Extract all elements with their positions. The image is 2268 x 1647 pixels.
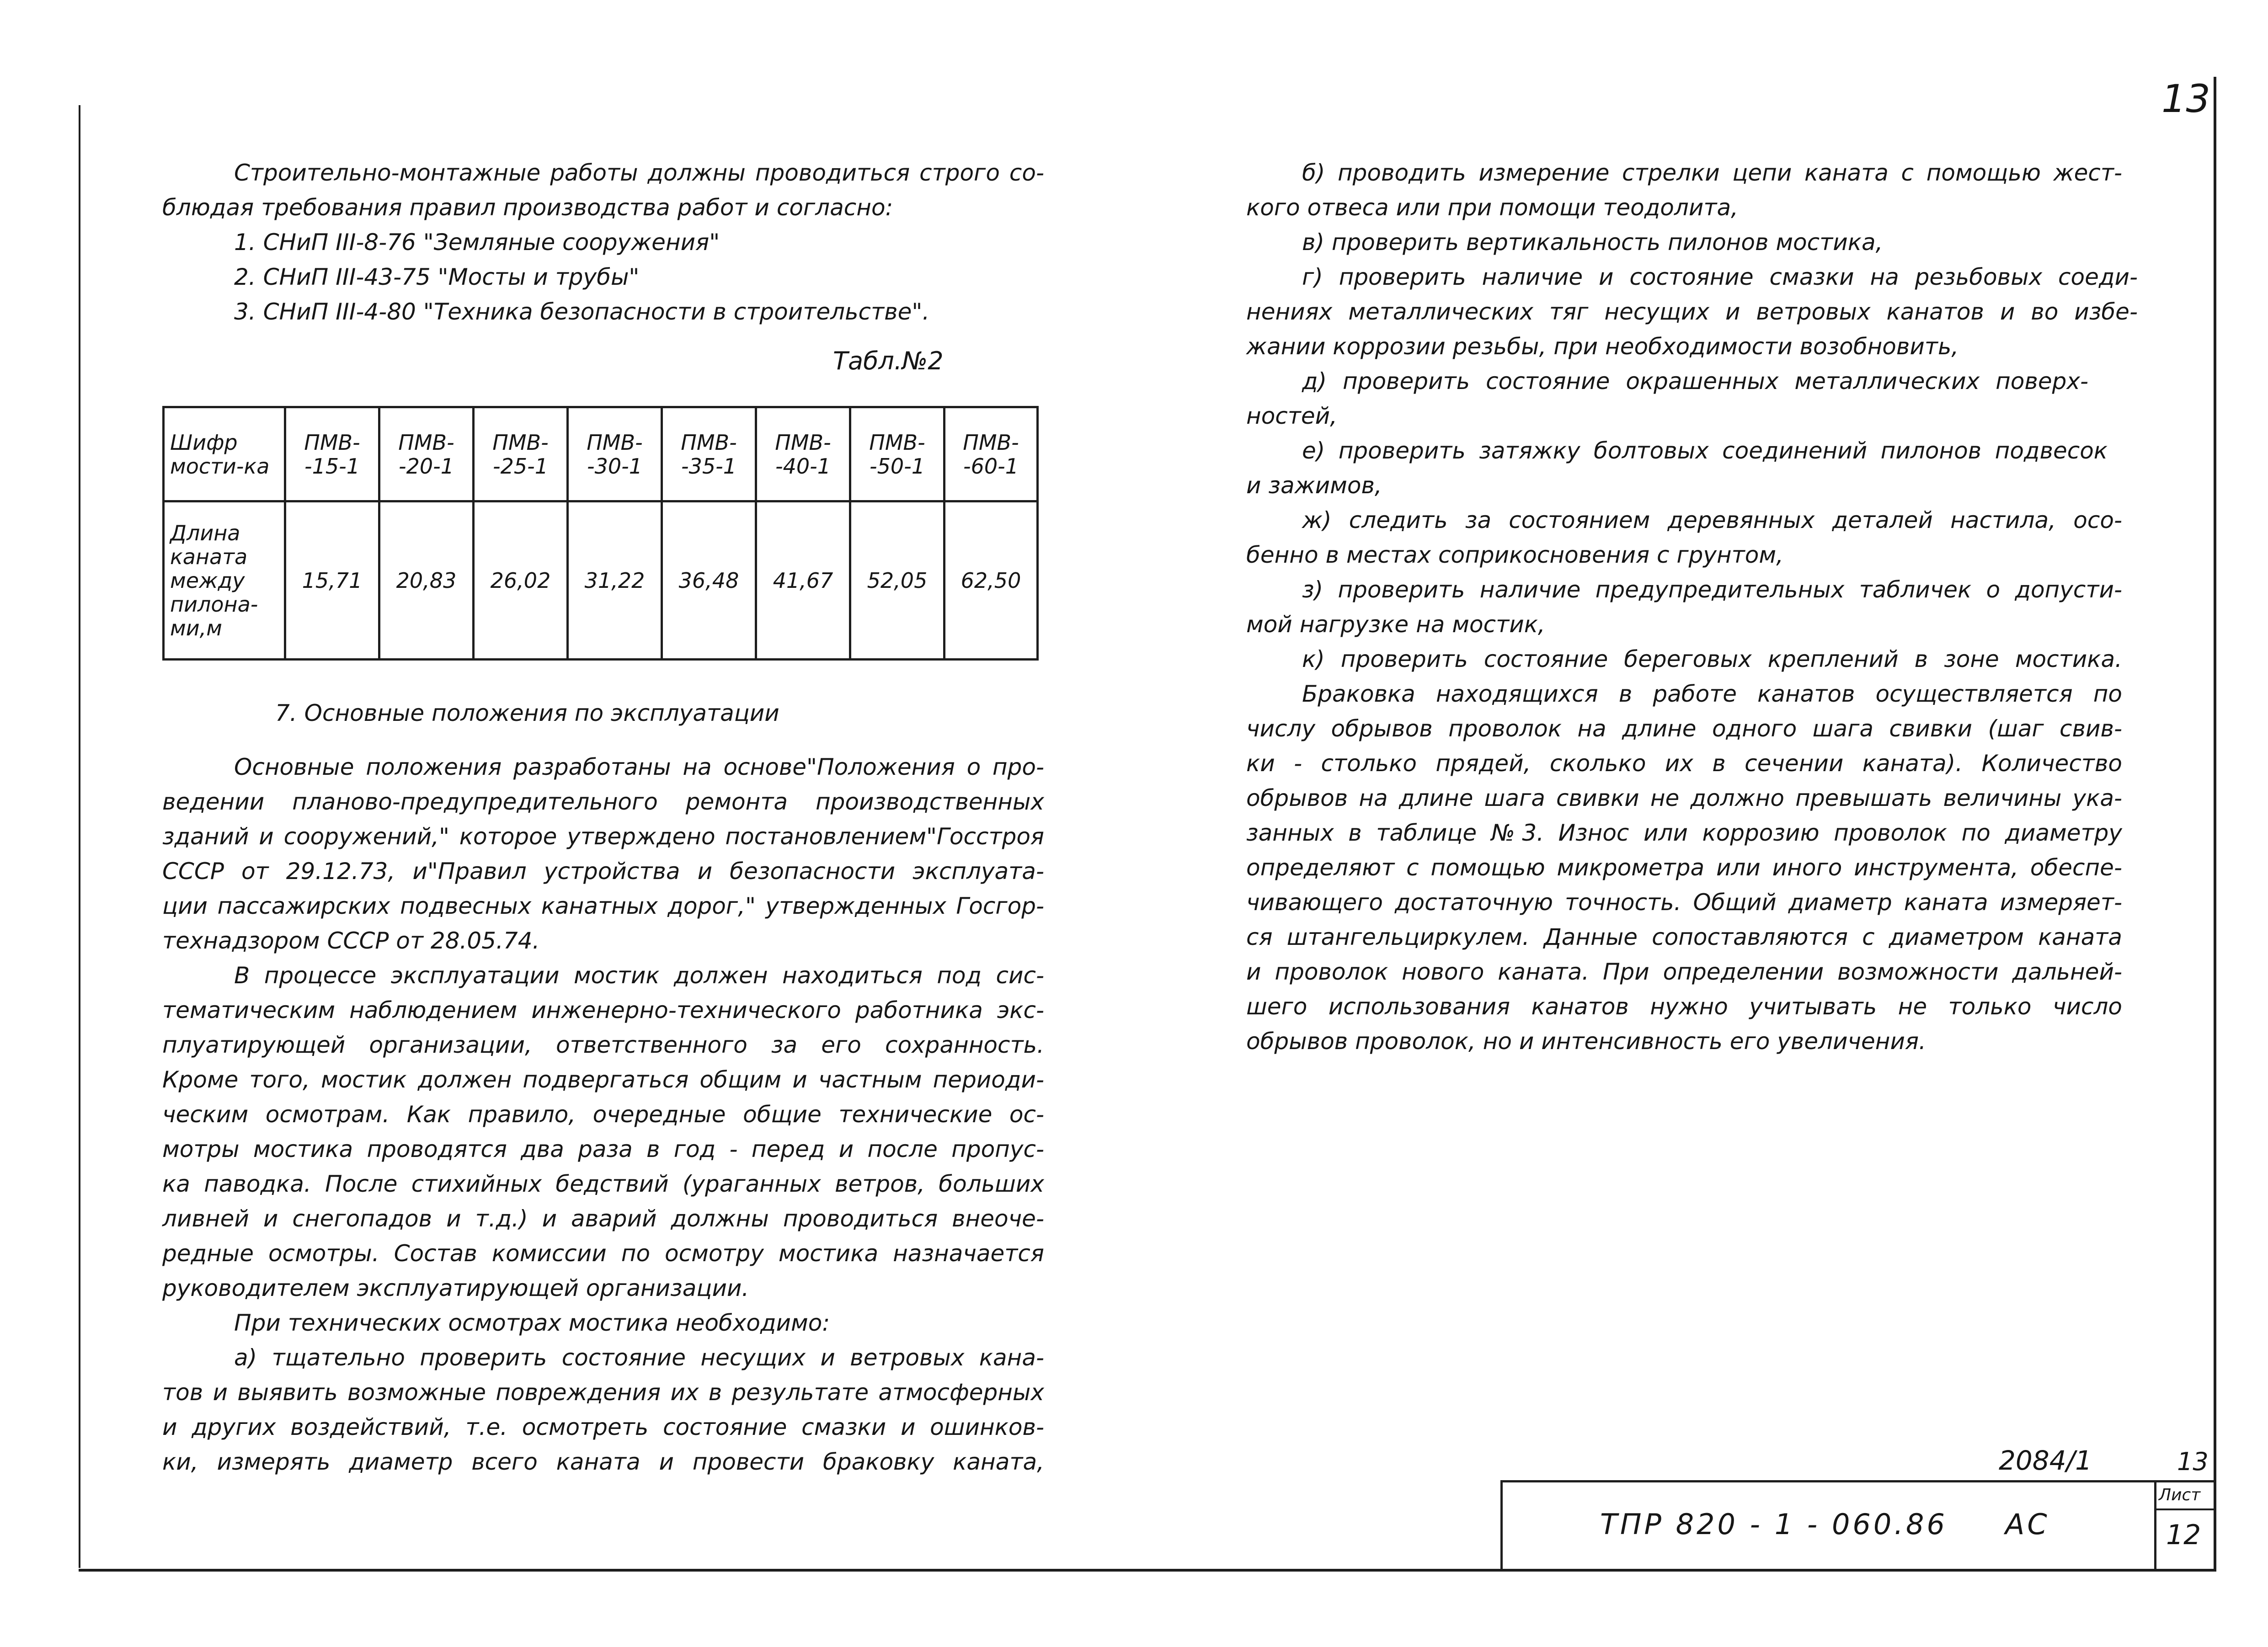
- table-row: [164, 407, 1038, 501]
- norm-item-2: 2. СНиП III-43-75 "Мосты и трубы": [234, 264, 640, 290]
- row-header-cable-length: Длина каната между пилона-ми,м: [164, 501, 285, 660]
- text-line: мотры мостика проводятся два раза в год - перед и после пропус-: [162, 1136, 1044, 1162]
- table-cell: 15,71: [285, 501, 379, 660]
- table-cell: 26,02: [474, 501, 568, 660]
- norm-item-3: 3. СНиП III-4-80 "Техника безопасности в строительстве".: [234, 298, 930, 325]
- sheet-label: Лист: [2159, 1486, 2201, 1504]
- bottom-frame-line: [79, 1569, 2216, 1572]
- text-line: СССР от 29.12.73, и"Правил устройства и безопасности эксплуата-: [162, 858, 1044, 885]
- text-line: Основные положения разработаны на основе"Положения о про-: [234, 754, 1044, 780]
- column-header: ПМВ--35-1: [662, 407, 756, 501]
- column-header: ПМВ--60-1: [945, 407, 1038, 501]
- text-line: мой нагрузке на мостик,: [1246, 611, 1545, 638]
- text-line: а) тщательно проверить состояние несущих и ветровых кана-: [234, 1344, 1044, 1371]
- stamp-left-line: [1500, 1480, 1503, 1570]
- table-cell: 31,22: [568, 501, 662, 660]
- table-cell: 36,48: [662, 501, 756, 660]
- text-line: зданий и сооружений," которое утверждено постановлением"Госстроя: [162, 823, 1044, 850]
- table-cell: 52,05: [850, 501, 945, 660]
- table-cell: 41,67: [756, 501, 850, 660]
- text-line: Браковка находящихся в работе канатов осуществляется по: [1302, 681, 2122, 707]
- corner-number: 13: [2177, 1447, 2209, 1476]
- column-header: ПМВ--40-1: [756, 407, 850, 501]
- text-line: в) проверить вертикальность пилонов мостика,: [1302, 229, 1883, 256]
- text-line: ливней и снегопадов и т.д.) и аварий должны проводиться внеоче-: [162, 1205, 1044, 1232]
- text-line: ведении планово-предупредительного ремонта производственных: [162, 789, 1044, 815]
- text-line: д) проверить состояние окрашенных металлических поверх-: [1302, 368, 2088, 394]
- stamp-top-line: [1500, 1480, 2216, 1482]
- column-header: ПМВ--20-1: [379, 407, 474, 501]
- column-header: ПМВ--30-1: [568, 407, 662, 501]
- table-caption: Табл.№2: [833, 346, 944, 375]
- pmv-cable-length-table: [162, 406, 1039, 661]
- text-line: тов и выявить возможные повреждения их в результате атмосферных: [162, 1379, 1044, 1406]
- text-line: и других воздействий, т.е. осмотреть состояние смазки и ошинков-: [162, 1414, 1044, 1440]
- sheet-label-line: [2154, 1508, 2216, 1510]
- left-frame-line: [79, 105, 80, 1568]
- norm-item-1: 1. СНиП III-8-76 "Земляные сооружения": [234, 229, 720, 256]
- text-line: е) проверить затяжку болтовых соединений пилонов подвесок: [1302, 437, 2108, 464]
- text-line: ки, измерять диаметр всего каната и провести браковку каната,: [162, 1449, 1044, 1475]
- text-line: обрывов на длине шага свивки не должно превышать величины ука-: [1246, 785, 2122, 811]
- text-line: и зажимов,: [1246, 472, 1382, 499]
- text-line: к) проверить состояние береговых креплений в зоне мостика.: [1302, 646, 2122, 672]
- document-code: ТПР 820 - 1 - 060.86: [1600, 1508, 1948, 1541]
- table-cell: 20,83: [379, 501, 474, 660]
- section-title: 7. Основные положения по эксплуатации: [275, 700, 779, 726]
- text-line: шего использования канатов нужно учитывать не только число: [1246, 993, 2122, 1020]
- document-mark: АС: [2005, 1508, 2050, 1541]
- sheet-number: 12: [2166, 1519, 2201, 1551]
- text-line: бенно в местах соприкосновения с грунтом,: [1246, 542, 1783, 568]
- text-line: ностей,: [1246, 403, 1338, 429]
- text-line: ческим осмотрам. Как правило, очередные общие технические ос-: [162, 1101, 1044, 1128]
- text-line: числу обрывов проволок на длине одного шага свивки (шаг свив-: [1246, 715, 2122, 742]
- text-line: б) проводить измерение стрелки цепи каната с помощью жест-: [1302, 160, 2122, 186]
- text-line: Кроме того, мостик должен подвергаться общим и частным периоди-: [162, 1066, 1044, 1093]
- column-header: ПМВ--15-1: [285, 407, 379, 501]
- text-line: тематическим наблюдением инженерно-технического работника экс-: [162, 997, 1044, 1023]
- page-number: 13: [2161, 76, 2210, 121]
- text-line: ж) следить за состоянием деревянных деталей настила, осо-: [1302, 507, 2122, 533]
- text-line: жании коррозии резьбы, при необходимости возобновить,: [1246, 333, 1959, 360]
- text-line: руководителем эксплуатирующей организации.: [162, 1275, 749, 1301]
- text-line: плуатирующей организации, ответственного за его сохранность.: [162, 1032, 1044, 1058]
- intro-line-2: блюдая требования правил производства работ и согласно:: [162, 194, 893, 221]
- text-line: ции пассажирских подвесных канатных дорог," утвержденных Госгор-: [162, 893, 1044, 919]
- text-line: г) проверить наличие и состояние смазки на резьбовых соеди-: [1302, 264, 2138, 290]
- row-header-bridge-code: Шифр мости-ка: [164, 407, 285, 501]
- text-line: технадзором СССР от 28.05.74.: [162, 927, 540, 954]
- text-line: чивающего достаточную точность. Общий диаметр каната измеряет-: [1246, 889, 2122, 916]
- text-line: занных в таблице №3. Износ или коррозию проволок по диаметру: [1246, 820, 2122, 846]
- text-line: кого отвеса или при помощи теодолита,: [1246, 194, 1739, 221]
- text-line: редные осмотры. Состав комиссии по осмотру мостика назначается: [162, 1240, 1044, 1267]
- text-line: ка паводка. После стихийных бедствий (ураганных ветров, больших: [162, 1171, 1044, 1197]
- text-line: обрывов проволок, но и интенсивность его увеличения.: [1246, 1028, 1926, 1055]
- text-line: нениях металлических тяг несущих и ветровых канатов и во избе-: [1246, 298, 2138, 325]
- text-line: При технических осмотрах мостика необходимо:: [234, 1310, 830, 1336]
- text-line: ки - столько прядей, сколько их в сечении каната). Количество: [1246, 750, 2122, 777]
- inventory-number: 2084/1: [1999, 1445, 2092, 1476]
- right-frame-line: [2214, 77, 2216, 1570]
- text-line: В процессе эксплуатации мостик должен находиться под сис-: [234, 962, 1044, 989]
- text-line: з) проверить наличие предупредительных табличек о допусти-: [1302, 576, 2122, 603]
- table-row: [164, 501, 1038, 660]
- stamp-sheet-divider: [2154, 1480, 2156, 1570]
- column-header: ПМВ--50-1: [850, 407, 945, 501]
- intro-line-1: Строительно-монтажные работы должны проводиться строго со-: [234, 160, 1044, 186]
- text-line: ся штангельциркулем. Данные сопоставляются с диаметром каната: [1246, 924, 2122, 950]
- text-line: определяют с помощью микрометра или иного инструмента, обеспе-: [1246, 854, 2122, 881]
- table-cell: 62,50: [945, 501, 1038, 660]
- column-header: ПМВ--25-1: [474, 407, 568, 501]
- text-line: и проволок нового каната. При определении возможности дальней-: [1246, 959, 2122, 985]
